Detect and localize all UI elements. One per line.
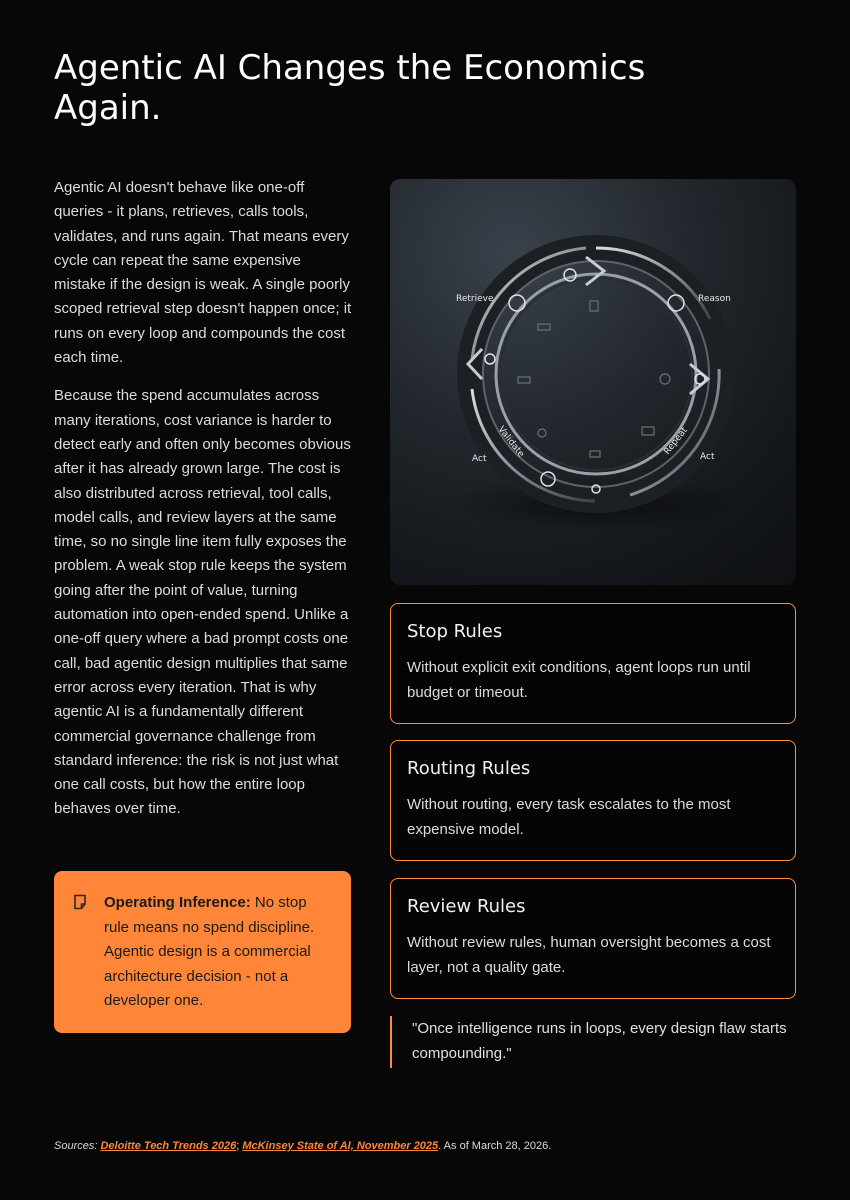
source-link-deloitte[interactable]: Deloitte Tech Trends 2026 (100, 1140, 237, 1152)
body-text (54, 176, 354, 836)
pull-quote: "Once intelligence runs in loops, every design flaw starts compounding." (390, 1016, 790, 1068)
diagram-label-retrieve: Retrieve (456, 294, 494, 304)
loop-ring-illustration (390, 179, 796, 585)
diagram-label-reason: Reason (698, 294, 731, 304)
operating-inference-callout (54, 871, 351, 1033)
diagram-label-validate: Validate (495, 424, 526, 460)
card-text: Without explicit exit conditions, agent loops run until budget or timeout. (407, 659, 751, 701)
note-icon (73, 894, 87, 910)
body-paragraph-2: Because the spend accumulates across many iterations, cost variance is harder to detect early and often only becomes obvious after it has already grown large. The cost is also distributed across retrieval, tool calls, model calls, and review layers at the same time, so no single line item fully exposes the problem. A weak stop rule keeps the system going after the point of value, turning automation into open-ended spend. Unlike a one-off query where a bad prompt costs one call, bad agentic design multiplies that same error across every iteration. That is why agentic AI is a fundamentally different commercial governance challenge from standard inference: the risk is not just what one call costs, but how the entire loop behaves over time. (54, 387, 351, 818)
review-rules-card (390, 878, 796, 999)
callout-label: Operating Inference: (104, 894, 251, 911)
card-text: Without routing, every task escalates to the most expensive model. (407, 796, 731, 838)
sources-date: . As of March 28, 2026. (438, 1140, 552, 1152)
sources-label: Sources: (54, 1140, 98, 1152)
sources-footer (54, 1138, 814, 1154)
card-title: Stop Rules (407, 621, 503, 642)
diagram-label-act-left: Act (472, 454, 487, 464)
diagram-label-act-right: Act (700, 452, 715, 462)
sources-separator: ; (236, 1140, 240, 1152)
body-paragraph-1: Agentic AI doesn't behave like one-off queries - it plans, retrieves, calls tools, validates, and runs again. That means every cycle can repeat the same expensive mistake if the design is weak. A single poorly scoped retrieval step doesn't happen once; it runs on every loop and compounds the cost each time. (54, 179, 352, 367)
page-title: Agentic AI Changes the Economics Again. (54, 48, 646, 128)
card-text: Without review rules, human oversight becomes a cost layer, not a quality gate. (407, 934, 771, 976)
card-title: Review Rules (407, 896, 526, 917)
source-link-mckinsey[interactable]: McKinsey State of AI, November 2025 (242, 1140, 439, 1152)
agent-loop-diagram (390, 179, 796, 585)
routing-rules-card (390, 740, 796, 861)
diagram-label-repeat: Repeat (662, 425, 690, 457)
card-title: Routing Rules (407, 758, 531, 779)
callout-text: No stop rule means no spend discipline. Agentic design is a commercial architecture decision - not a developer one. (104, 894, 315, 1009)
stop-rules-card (390, 603, 796, 724)
